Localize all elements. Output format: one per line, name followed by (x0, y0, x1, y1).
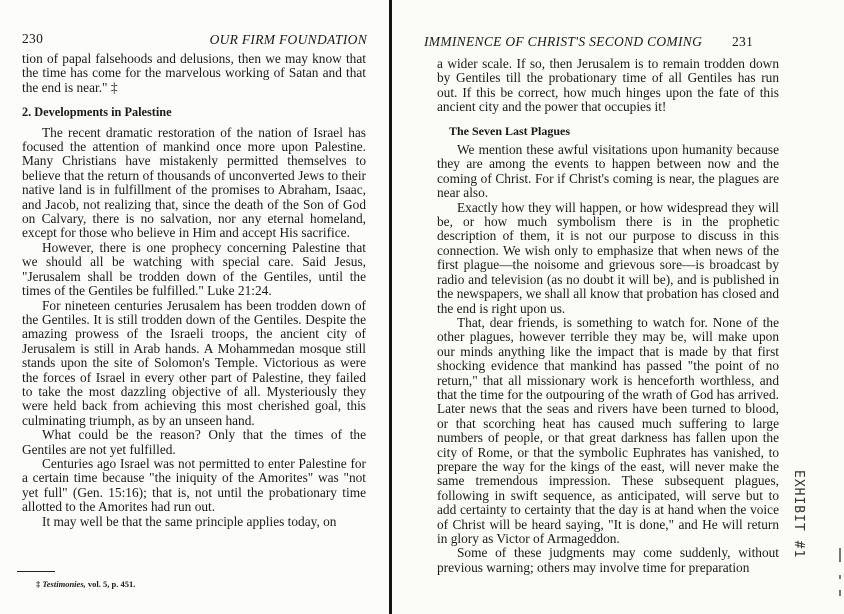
footnote (36, 579, 135, 589)
paragraph: We mention these awful visitations upon humanity because they are among the events to happen between now and the coming of Christ. For if Christ's coming is near, the plagues are near also. (437, 142, 779, 201)
footnote-marker: ‡ (36, 579, 41, 589)
footnote-title: Testimonies, (42, 579, 86, 589)
paragraph: Exactly how they will happen, or how widespread they will be, or how much symbolism there is in the prophetic description of them, it is not our purpose to discuss in this connection. We wish only to emphasize that when news of the first plague—the noisome and grievous sore—is broadcast by radio and television (as no doubt it will be), and is published in the newspapers, we shall all know that probation has closed and the end is right upon us. (437, 199, 779, 316)
paragraph: For nineteen centuries Jerusalem has been trodden down of the Gentiles. It is still trodden down of the Gentiles. Despite the amazing prowess of the Israeli troops, the ancient city of Jerusalem is still in Arab hands. A Mohammedan mosque still stands upon the site of Solomon's Temple. Victorious as were the forces of Israel in every other part of Palestine, they failed to take the most dazzling objective of all. Mysteriously they were held back from achieving this most cherished goal, this culminating triumph, as by an unseen hand. (22, 297, 366, 428)
paragraph: What could be the reason? Only that the times of the Gentiles are not yet fulfilled. (22, 427, 366, 457)
page-edge-mark (839, 575, 841, 579)
paragraph: That, dear friends, is something to watch for. None of the other plagues, however terrible they may be, will make upon our minds anything like the impact that is made by that first shocking evidence that mankind has passed "the point of no return," that all missionary work is henceforth worthless, and that the time for the outpouring of the wrath of God has arrived. Later news that the seas and rivers have been turned to blood, or that scorching heat has caused much suffering to large numbers of people, or that great darkness has fallen upon the city of Rome, or that the symbolic Euphrates has vanished, to prepare the way for the kings of the east, will never make the same tremendous impression. These subsequent plagues, following in swift sequence, as anticipated, will serve but to add certainty to certainty that the day is at hand when the voice of Christ will be heard saying, "It is done," and He will return in glory as Victor of Armageddon. (437, 314, 779, 546)
left-page-body (22, 52, 366, 529)
paragraph: It may well be that the same principle applies today, on (42, 513, 337, 529)
paragraph: tion of papal falsehoods and delusions, then we may know that the time has come for the marvelous working of Satan and that the end is near." ‡ (22, 51, 366, 95)
running-title-left: OUR FIRM FOUNDATION (209, 32, 367, 47)
footnote-divider (17, 571, 55, 572)
exhibit-stamp: EXHIBIT #1 (791, 470, 806, 559)
paragraph: Some of these judgments may come suddenly, without previous warning; others may involve time for preparation (437, 545, 779, 575)
section-heading: The Seven Last Plagues (449, 123, 571, 138)
page-edge-mark (839, 590, 841, 596)
page-edge-mark (839, 548, 841, 562)
paragraph: The recent dramatic restoration of the nation of Israel has focused the attention of mankind once more upon Palestine. Many Christians have mistakenly permitted themselves to believe that the return of thousands of unconverted Jews to their native land is in fulfillment of the promises to Abraham, Isaac, and Jacob, not realizing that, since the death of the Son of God on Calvary, there is no salvation, nor any eternal homeland, except for those who believe in Him and accept His sacrifice. (22, 124, 366, 241)
footnote-reference: vol. 5, p. 451. (85, 579, 136, 589)
right-page-body (437, 57, 779, 575)
page-number-left: 230 (22, 31, 44, 46)
left-page (0, 0, 392, 614)
section-heading: 2. Developments in Palestine (22, 105, 172, 120)
paragraph: Centuries ago Israel was not permitted to enter Palestine for a certain time because "the iniquity of the Amorites" was "not yet full" (Gen. 15:16); that is, not until the probationary time allotted to the Amorites had run out. (22, 455, 366, 515)
running-title-right: IMMINENCE OF CHRIST'S SECOND COMING (424, 34, 703, 49)
page-number-right: 231 (732, 34, 754, 49)
paragraph: However, there is one prophecy concerning Palestine that we should all be watching with special care. Said Jesus, "Jerusalem shall be trodden down of the Gentiles, until the times of the Gentiles be fulfilled." Luke 21:24. (22, 239, 366, 299)
paragraph: a wider scale. If so, then Jerusalem is to remain trodden down by Gentiles till the probationary time of all Gentiles has run out. If this be correct, how much hinges upon the fate of this ancient city and the power that occupies it! (437, 56, 779, 115)
